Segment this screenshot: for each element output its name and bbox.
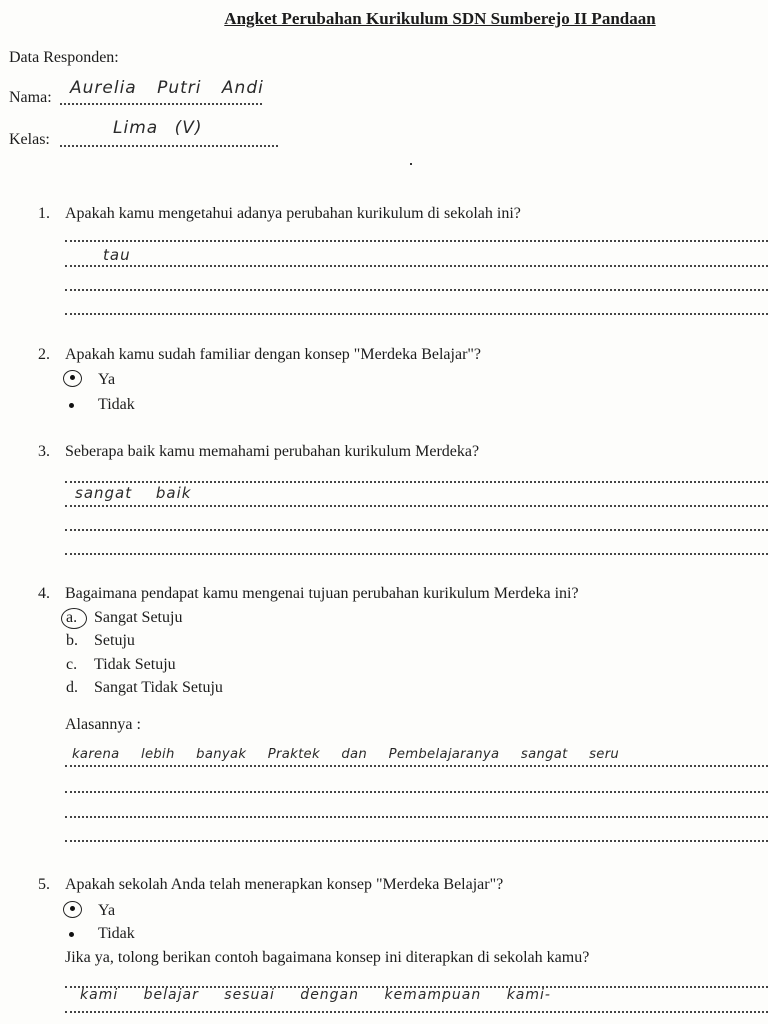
q4-option-d-letter: d.: [66, 679, 78, 696]
q4-reason-line: [65, 816, 768, 818]
q5-option-ya[interactable]: Ya: [98, 902, 116, 919]
q4-option-d[interactable]: Sangat Tidak Setuju: [94, 679, 223, 696]
q2-option-tidak-bullet[interactable]: [69, 403, 74, 408]
q5-followup: Jika ya, tolong berikan contoh bagaimana konsep ini diterapkan di sekolah kamu?: [65, 949, 590, 966]
name-label: Nama:: [9, 89, 52, 106]
q4-reason[interactable]: karena lebih banyak Praktek dan Pembelajaranya sangat seru: [72, 747, 620, 762]
q2-number: 2.: [38, 346, 50, 363]
q4-option-c[interactable]: Tidak Setuju: [94, 656, 176, 673]
name-field-line: [60, 103, 262, 105]
q2-text: Apakah kamu sudah familiar dengan konsep "Merdeka Belajar"?: [65, 346, 482, 363]
q4-option-b-letter: b.: [66, 632, 78, 649]
q3-answer-line: [65, 529, 768, 531]
q5-answer[interactable]: kami belajar sesuai dengan kemampuan kami-: [80, 987, 551, 1003]
q5-number: 5.: [38, 876, 50, 893]
name-value[interactable]: Aurelia Putri Andi: [70, 78, 264, 98]
q5-option-tidak[interactable]: Tidak: [98, 925, 135, 942]
q1-text: Apakah kamu mengetahui adanya perubahan kurikulum di sekolah ini?: [65, 205, 521, 222]
q1-answer[interactable]: tau: [103, 246, 131, 264]
class-label: Kelas:: [9, 131, 50, 148]
q4-text: Bagaimana pendapat kamu mengenai tujuan perubahan kurikulum Merdeka ini?: [65, 585, 579, 602]
q1-answer-line: [65, 289, 768, 291]
q5-option-tidak-bullet[interactable]: [69, 932, 74, 937]
q2-option-ya[interactable]: Ya: [98, 371, 116, 388]
class-value[interactable]: Lima (V): [113, 118, 203, 138]
q4-number: 4.: [38, 585, 50, 602]
q3-answer[interactable]: sangat baik: [75, 484, 192, 502]
q4-option-a[interactable]: Sangat Setuju: [94, 609, 183, 626]
class-field-line: [60, 145, 278, 147]
q4-option-b[interactable]: Setuju: [94, 632, 135, 649]
q4-reason-label: Alasannya :: [65, 716, 141, 733]
page-title: Angket Perubahan Kurikulum SDN Sumberejo II Pandaan: [224, 9, 656, 28]
q1-answer-line: [65, 313, 768, 315]
stray-mark: [410, 163, 412, 165]
q5-option-ya-bullet: [70, 906, 75, 911]
respondent-header: Data Responden:: [9, 49, 119, 66]
q2-option-ya-bullet: [70, 375, 75, 380]
q4-option-a-letter: a.: [66, 609, 78, 626]
q4-reason-line: [65, 791, 768, 793]
q4-reason-line: [65, 840, 768, 842]
q2-option-tidak[interactable]: Tidak: [98, 396, 135, 413]
q4-reason-line: [65, 765, 768, 767]
q3-number: 3.: [38, 443, 50, 460]
q3-answer-line: [65, 553, 768, 555]
q1-answer-line: [65, 265, 768, 267]
q3-text: Seberapa baik kamu memahami perubahan kurikulum Merdeka?: [65, 443, 480, 460]
q3-answer-line: [65, 505, 768, 507]
q1-answer-line: [65, 240, 768, 242]
q4-option-c-letter: c.: [66, 656, 78, 673]
q5-answer-line: [65, 1011, 768, 1013]
q1-number: 1.: [38, 205, 50, 222]
q5-text: Apakah sekolah Anda telah menerapkan konsep "Merdeka Belajar"?: [65, 876, 504, 893]
q3-answer-line: [65, 481, 768, 483]
